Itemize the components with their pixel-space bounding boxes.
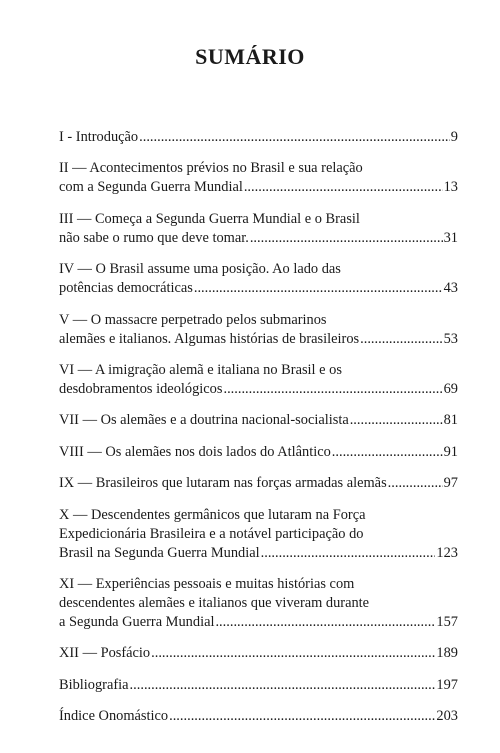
toc-entry-line [59,380,458,399]
toc-entry [59,644,458,663]
toc-entry-text: IX — Brasileiros que lutaram nas forças armadas alemãs [59,475,387,492]
toc-entry-text: Bibliografia [59,676,129,693]
toc-entry-line [59,279,458,298]
toc-entry-text: não sabe o rumo que deve tomar. [59,229,249,246]
toc-entry-line [59,128,458,147]
toc-page-number: 43 [443,280,458,297]
toc-entry-line [59,575,458,594]
toc-entry [59,260,458,298]
toc-entry-text: a Segunda Guerra Mundial [59,613,215,630]
dot-leader [151,644,435,663]
dot-leader [130,676,436,695]
dot-leader [215,613,435,632]
toc-page-number: 81 [443,412,458,429]
toc-page-number: 9 [450,129,458,145]
toc-entry-line [59,159,458,178]
toc-entry-text: III — Começa a Segunda Guerra Mundial e o Brasil [59,210,360,227]
dot-leader [244,178,443,197]
dot-leader [169,707,435,726]
toc-entry-line [59,361,458,380]
dot-leader [261,544,436,563]
toc-entry-text: desdobramentos ideológicos [59,380,223,397]
toc-page-number: 123 [436,544,458,561]
toc-entry [59,411,458,430]
dot-leader [250,229,443,248]
toc-entry [59,443,458,462]
toc-page-number: 189 [436,645,458,662]
toc-entry-text: X — Descendentes germânicos que lutaram na Força [59,506,366,523]
toc-page-number: 97 [443,475,458,492]
toc-entry-text: VIII — Os alemães nos dois lados do Atlântico [59,443,331,460]
toc-entry-line [59,613,458,632]
toc-entry-text: IV — O Brasil assume uma posição. Ao lado das [59,261,341,278]
page-title: SUMÁRIO [195,44,305,69]
toc-entry-line [59,210,458,229]
toc-entry-text: XII — Posfácio [59,645,151,662]
toc-page-number: 157 [436,613,458,630]
toc-entry-text: potências democráticas [59,280,193,297]
dot-leader [194,279,443,298]
toc-entry [59,210,458,248]
toc-entry [59,159,458,197]
toc-entry-line [59,311,458,330]
toc-entry-text: descendentes alemães e italianos que viveram durante [59,594,370,611]
dot-leader [360,330,442,349]
toc-entry [59,361,458,399]
toc-entry-line [59,411,458,430]
toc-entry-line [59,229,458,248]
toc-entry-text: VII — Os alemães e a doutrina nacional-socialista [59,412,349,429]
toc-entry [59,676,458,695]
toc-entry [59,707,458,726]
toc-page-number: 69 [443,380,458,397]
toc-entry-text: com a Segunda Guerra Mundial [59,179,243,196]
toc-entry-line [59,474,458,493]
toc-page-number: 91 [443,443,458,460]
toc-page-number: 13 [443,179,458,196]
toc-entry-line [59,707,458,726]
toc-entry-line [59,525,458,544]
toc-entry-text: VI — A imigração alemã e italiana no Brasil e os [59,361,342,378]
dot-leader [332,443,443,462]
toc-entry-line [59,178,458,197]
toc-entry [59,506,458,563]
toc-entry-line [59,644,458,663]
dot-leader [223,380,442,399]
toc-entry-text: XI — Experiências pessoais e muitas histórias com [59,575,355,592]
toc-entry [59,128,458,147]
toc-entry [59,311,458,349]
table-of-contents [59,128,458,738]
toc-entry-line [59,676,458,695]
toc-entry-text: alemães e italianos. Algumas histórias de brasileiros [59,330,360,347]
toc-entry [59,474,458,493]
toc-entry-line [59,260,458,279]
toc-entry-line [59,506,458,525]
toc-entry-text: V — O massacre perpetrado pelos submarinos [59,311,327,328]
toc-page-number: 197 [436,676,458,693]
toc-entry-line [59,544,458,563]
toc-entry-line [59,594,458,613]
dot-leader [350,411,443,430]
toc-entry-text: Expedicionária Brasileira e a notável participação do [59,525,364,542]
dot-leader [388,474,443,493]
toc-page-number: 203 [436,708,458,725]
toc-page-number: 31 [443,229,458,246]
toc-entry-text: II — Acontecimentos prévios no Brasil e sua relação [59,160,363,177]
toc-entry-text: Índice Onomástico [59,708,169,725]
toc-page-number: 53 [443,330,458,347]
toc-entry [59,575,458,632]
toc-entry-line [59,330,458,349]
toc-entry-text: I - Introdução [59,129,139,145]
toc-entry-line [59,443,458,462]
dot-leader [139,128,450,147]
toc-entry-text: Brasil na Segunda Guerra Mundial [59,544,260,561]
